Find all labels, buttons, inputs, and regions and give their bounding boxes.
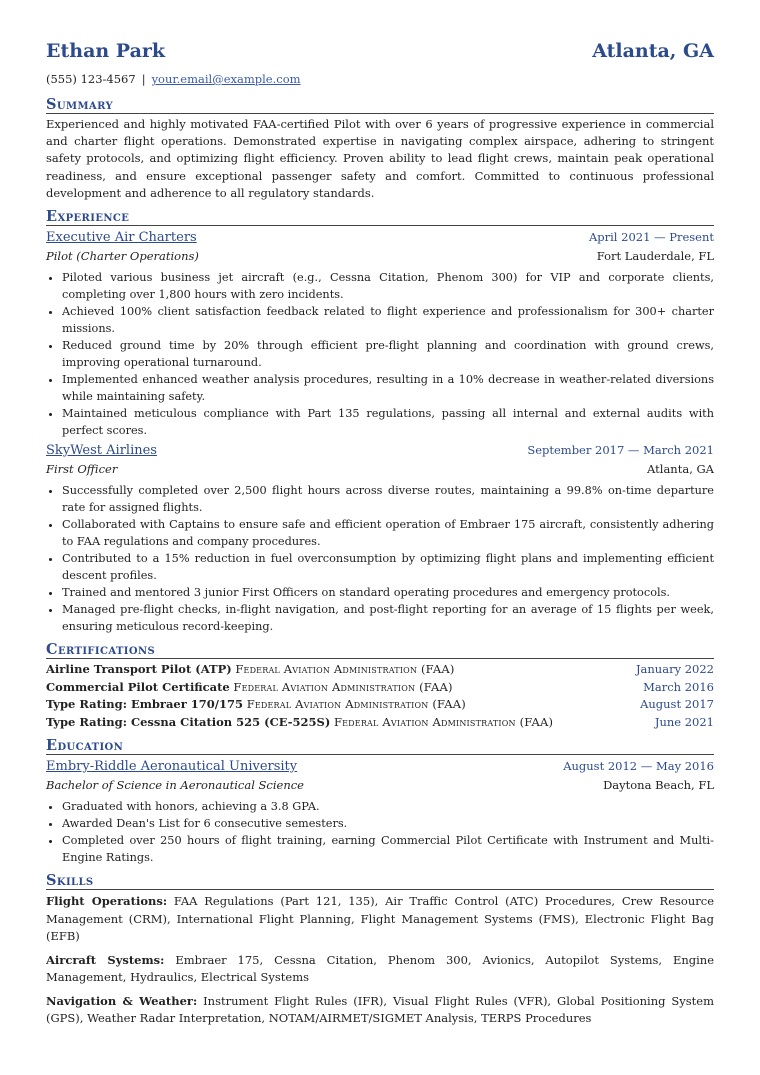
certification-issuer: Federal Aviation Administration (FAA): [333, 714, 554, 729]
job-dates: April 2021 — Present: [588, 230, 714, 245]
certification-date: June 2021: [654, 714, 714, 729]
job-dates: September 2017 — March 2021: [527, 443, 714, 458]
bullet-item: • Reduced ground time by 20% through efficient pre-flight planning and coordination with ground crews, improving operational turnaround.: [62, 337, 714, 371]
education-bullets: [46, 798, 714, 866]
certification-name: Commercial Pilot Certificate: [46, 679, 230, 694]
bullet-item: • Collaborated with Captains to ensure safe and efficient operation of Embraer 175 aircraft, consistently adhering to FAA regulations and company procedures.: [62, 516, 714, 550]
bullet-item: • Completed over 250 hours of flight training, earning Commercial Pilot Certificate with Instrument and Multi-Engine Ratings.: [62, 832, 714, 866]
bullet-item: • Piloted various business jet aircraft (e.g., Cessna Citation, Phenom 300) for VIP and corporate clients, completing over 1,800 hours with zero incidents.: [62, 269, 714, 303]
certification-issuer: Federal Aviation Administration (FAA): [235, 662, 455, 677]
header: [46, 40, 714, 66]
education-dates: August 2012 — May 2016: [563, 759, 714, 774]
bullet-item: • Awarded Dean's List for 6 consecutive semesters.: [62, 815, 714, 832]
bullet-item: • Achieved 100% client satisfaction feedback related to flight experience and professionalism for 300+ charter missions.: [62, 303, 714, 337]
section-title-experience: Experience: [46, 208, 714, 226]
bullet-item: • Contributed to a 15% reduction in fuel overconsumption by optimizing flight plans and implementing efficient descent profiles.: [62, 550, 714, 584]
certification-name: Type Rating: Cessna Citation 525 (CE-525S): [46, 714, 331, 729]
school-name: Embry-Riddle Aeronautical University: [46, 759, 298, 775]
skill-group-text: FAA Regulations (Part 121, 135), Air Traffic Control (ATC) Procedures, Crew Resource Management (CRM), International Flight Planning, Flight Management Systems (FMS), Electronic Flight Bag (EFB): [46, 894, 714, 944]
candidate-name: Ethan Park: [46, 40, 166, 62]
job-role: Pilot (Charter Operations): [46, 249, 199, 264]
certification-row: [46, 714, 714, 732]
job-role: First Officer: [46, 462, 118, 477]
email-link[interactable]: your.email@example.com: [151, 72, 301, 86]
job-entry: [46, 441, 714, 635]
contact-line: [46, 72, 714, 90]
skill-group-label: Aircraft Systems:: [46, 952, 165, 967]
certification-row: [46, 679, 714, 697]
school-location: Daytona Beach, FL: [603, 778, 714, 793]
job-entry: [46, 228, 714, 439]
certification-name: Airline Transport Pilot (ATP): [46, 662, 232, 677]
skill-group: [46, 993, 714, 1028]
skill-group-label: Navigation & Weather:: [46, 993, 198, 1008]
certification-issuer: Federal Aviation Administration (FAA): [246, 697, 466, 712]
bullet-item: • Graduated with honors, achieving a 3.8 GPA.: [62, 798, 714, 815]
job-location: Fort Lauderdale, FL: [596, 249, 714, 264]
bullet-item: • Trained and mentored 3 junior First Officers on standard operating procedures and emergency protocols.: [62, 584, 714, 601]
bullet-item: • Successfully completed over 2,500 flight hours across diverse routes, maintaining a 99.8% on-time departure rate for assigned flights.: [62, 482, 714, 516]
skill-group: [46, 893, 714, 946]
skill-group-text: Instrument Flight Rules (IFR), Visual Flight Rules (VFR), Global Positioning System (GPS), Weather Radar Interpretation, NOTAM/AIRMET/SIGMET Analysis, TERPS Procedures: [46, 993, 715, 1026]
degree: Bachelor of Science in Aeronautical Science: [46, 778, 304, 793]
certification-date: March 2016: [643, 679, 714, 694]
contact-separator: |: [141, 72, 146, 86]
section-title-skills: Skills: [46, 872, 714, 890]
certification-list: [46, 661, 714, 731]
skill-group-label: Flight Operations:: [46, 894, 168, 909]
section-title-education: Education: [46, 737, 714, 755]
employer-name: SkyWest Airlines: [46, 443, 157, 459]
section-title-certifications: Certifications: [46, 641, 714, 659]
certification-row: [46, 661, 714, 679]
certification-date: January 2022: [635, 662, 714, 677]
certification-row: [46, 696, 714, 714]
employer-name: Executive Air Charters: [46, 230, 197, 246]
certification-date: August 2017: [640, 697, 714, 712]
job-bullets: [46, 482, 714, 635]
education-entry: [46, 757, 714, 866]
job-bullets: [46, 269, 714, 439]
skill-group: [46, 952, 714, 987]
summary-text: Experienced and highly motivated FAA-certified Pilot with over 6 years of progressive experience in commercial and charter flight operations. Demonstrated expertise in navigating complex airspace, adhering to stringent safety protocols, and optimizing flight efficiency. Proven ability to lead flight crews, maintain peak operational readiness, and ensure exceptional passenger safety and comfort. Committed to continuous professional development and adherence to all regulatory standards.: [46, 117, 714, 200]
section-title-summary: Summary: [46, 96, 714, 114]
certification-name: Type Rating: Embraer 170/175: [46, 697, 244, 712]
skill-group-text: Embraer 175, Cessna Citation, Phenom 300, Avionics, Autopilot Systems, Engine Management, Hydraulics, Electrical Systems: [46, 952, 715, 985]
candidate-location: Atlanta, GA: [592, 40, 714, 62]
bullet-item: • Maintained meticulous compliance with Part 135 regulations, passing all internal and external audits with perfect scores.: [62, 405, 714, 439]
bullet-item: • Managed pre-flight checks, in-flight navigation, and post-flight reporting for an average of 15 flights per week, ensuring meticulous record-keeping.: [62, 601, 714, 635]
job-location: Atlanta, GA: [647, 462, 714, 477]
bullet-item: • Implemented enhanced weather analysis procedures, resulting in a 10% decrease in weather-related diversions while maintaining safety.: [62, 371, 714, 405]
certification-issuer: Federal Aviation Administration (FAA): [233, 679, 453, 694]
phone-number: (555) 123-4567: [46, 72, 136, 86]
